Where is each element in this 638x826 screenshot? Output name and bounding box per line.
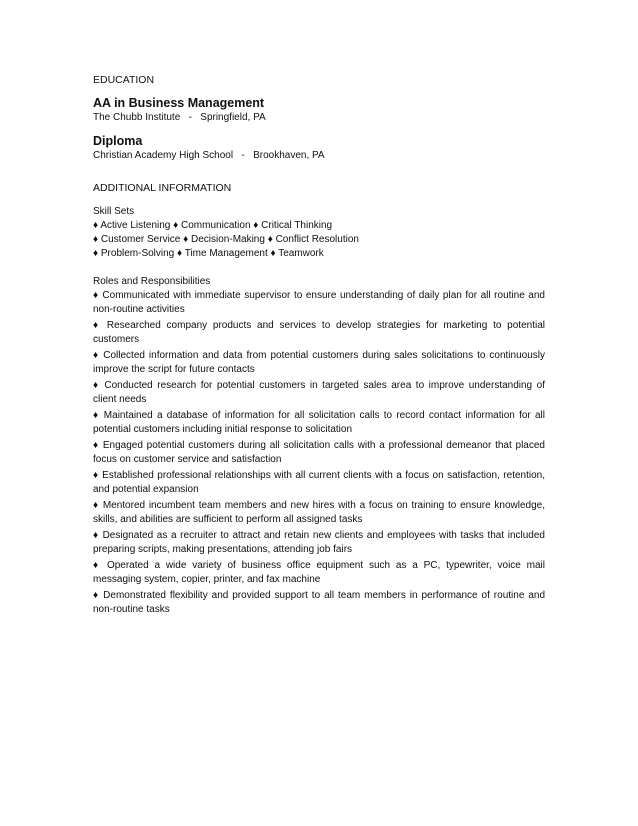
role-item: ♦ Designated as a recruiter to attract and retain new clients and employees with tasks that included preparing scripts, making presentations, attending job fairs xyxy=(93,530,545,555)
school-location: Christian Academy High School - Brookhaven, PA xyxy=(93,150,325,161)
additional-information-heading: ADDITIONAL INFORMATION xyxy=(93,182,232,194)
role-item: ♦ Conducted research for potential customers in targeted sales area to improve understanding of client needs xyxy=(93,380,545,405)
role-item: ♦ Demonstrated flexibility and provided support to all team members in performance of routine and non-routine tasks xyxy=(93,590,545,615)
skill-line: ♦ Customer Service ♦ Decision-Making ♦ Conflict Resolution xyxy=(93,234,359,245)
role-item: ♦ Researched company products and services to develop strategies for marketing to potential customers xyxy=(93,320,545,345)
role-item: ♦ Established professional relationships with all current clients with a focus on satisfaction, retention, and potential expansion xyxy=(93,470,545,495)
education-heading: EDUCATION xyxy=(93,74,155,86)
role-item: ♦ Engaged potential customers during all solicitation calls with a professional demeanor that placed focus on customer service and satisfaction xyxy=(93,440,545,465)
resume-page xyxy=(93,74,545,619)
roles-heading: Roles and Responsibilities xyxy=(93,276,211,287)
education-section xyxy=(93,74,545,163)
school-location: The Chubb Institute - Springfield, PA xyxy=(93,112,266,123)
role-item: ♦ Collected information and data from potential customers during sales solicitations to continuously improve the script for future contacts xyxy=(93,350,545,375)
skill-line: ♦ Active Listening ♦ Communication ♦ Critical Thinking xyxy=(93,220,333,231)
roles-list xyxy=(93,289,545,617)
role-item: ♦ Mentored incumbent team members and new hires with a focus on training to ensure knowledge, skills, and abilities are sufficient to perform all assigned tasks xyxy=(93,500,545,525)
skill-sets xyxy=(93,205,545,261)
role-item: ♦ Maintained a database of information for all solicitation calls to record contact information for all potential customers including initial response to solicitation xyxy=(93,410,545,435)
skill-sets-heading: Skill Sets xyxy=(93,206,135,217)
roles-and-responsibilities xyxy=(93,275,545,617)
education-entry xyxy=(93,134,545,163)
role-item: ♦ Operated a wide variety of business office equipment such as a PC, typewriter, voice mail messaging system, copier, printer, and fax machine xyxy=(93,560,545,585)
degree-title: AA in Business Management xyxy=(93,96,265,110)
skill-line: ♦ Problem-Solving ♦ Time Management ♦ Teamwork xyxy=(93,248,324,259)
education-entry xyxy=(93,96,545,125)
role-item: ♦ Communicated with immediate supervisor to ensure understanding of daily plan for all routine and non-routine activities xyxy=(93,290,545,315)
degree-title: Diploma xyxy=(93,134,143,148)
additional-information-section xyxy=(93,182,545,617)
